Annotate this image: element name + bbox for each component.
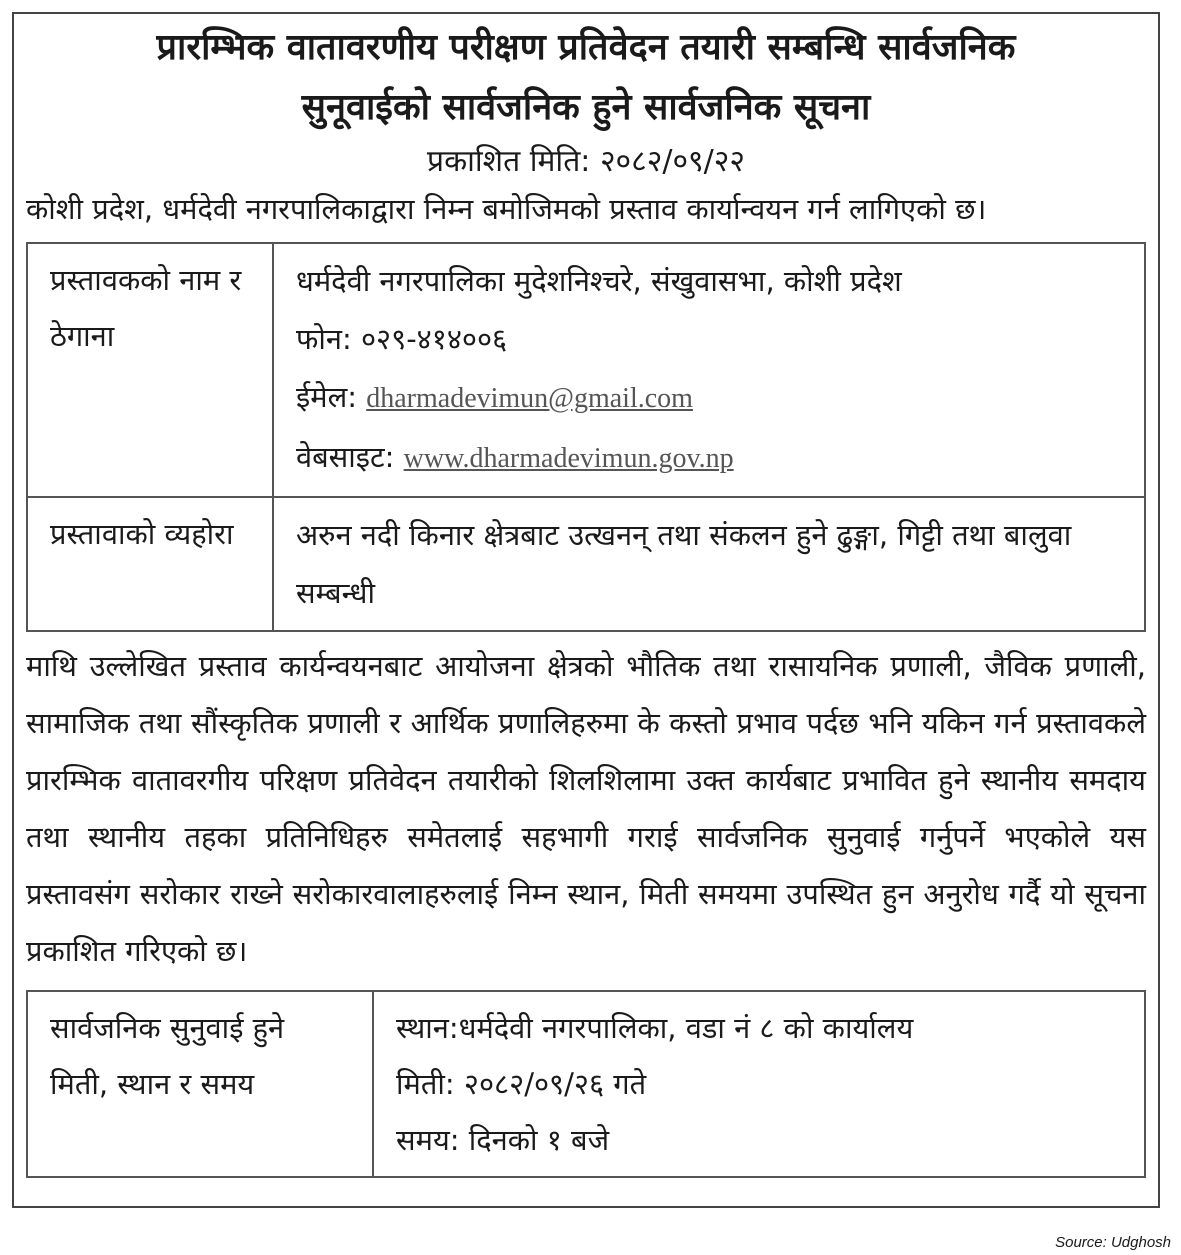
intro-paragraph: कोशी प्रदेश, धर्मदेवी नगरपालिकाद्वारा निम्न बमोजिमको प्रस्ताव कार्यान्वयन गर्न लागिएको छ।: [26, 192, 987, 226]
source-credit: Source: Udghosh: [1055, 1234, 1171, 1251]
hearing-details: [373, 991, 1145, 1177]
proposer-phone: फोन: ०२९-४१४००६: [296, 322, 508, 356]
published-date: प्रकाशित मिति: २०८२/०९/२२: [427, 144, 745, 179]
proposal-subject: अरुन नदी किनार क्षेत्रबाट उत्खनन् तथा संकलन हुने ढुङ्गा, गिट्टी तथा बालुवा सम्बन्धी: [273, 497, 1145, 631]
email-label: ईमेल:: [296, 380, 358, 414]
notice-title-line1: प्रारम्भिक वातावरणीय परीक्षण प्रतिवेदन तयारी सम्बन्धि सार्वजनिक: [156, 27, 1016, 68]
email-link[interactable]: dharmadevimun@gmail.com: [366, 383, 693, 414]
website-link[interactable]: www.dharmadevimun.gov.np: [403, 443, 734, 474]
hearing-date: मिती: २०८२/०९/२६ गते: [396, 1067, 647, 1101]
notice-box: [12, 12, 1160, 1208]
proposer-details: [273, 243, 1145, 497]
hearing-label: सार्वजनिक सुनुवाई हुने मिती, स्थान र समय: [27, 991, 373, 1177]
hearing-table: [26, 990, 1146, 1178]
proposal-table: [26, 242, 1146, 632]
hearing-time: समय: दिनको १ बजे: [396, 1123, 610, 1157]
table-row: [27, 991, 1145, 1177]
proposal-subject-label: प्रस्तावाको व्यहोरा: [27, 497, 273, 631]
table-row: [27, 243, 1145, 497]
hearing-place: स्थान:धर्मदेवी नगरपालिका, वडा नं ८ को कार्यालय: [396, 1011, 914, 1045]
notice-title-line2: सुनूवाईको सार्वजनिक हुने सार्वजनिक सूचना: [301, 87, 871, 128]
proposer-label: प्रस्तावकको नाम र ठेगाना: [27, 243, 273, 497]
website-label: वेबसाइट:: [296, 440, 395, 474]
body-paragraph: माथि उल्लेखित प्रस्ताव कार्यन्वयनबाट आयोजना क्षेत्रको भौतिक तथा रासायनिक प्रणाली, जैविक प्रणाली, सामाजिक तथा सौंस्कृतिक प्रणाली र आर्थिक प्रणालिहरुमा के कस्तो प्रभाव पर्दछ भनि यकिन गर्न प्रस्तावकले प्रारम्भिक वातावरगीय परिक्षण प्रतिवेदन तयारीको शिलशिलामा उक्त कार्यबाट प्रभावित हुने स्थानीय समदाय तथा स्थानीय तहका प्रतिनिधिहरु समेतलाई सहभागी गराई सार्वजनिक सुनुवाई गर्नुपर्ने भएकोले यस प्रस्तावसंग सरोकार राख्ने सरोकारवालाहरुलाई निम्न स्थान, मिती समयमा उपस्थित हुन अनुरोध गर्दै यो सूचना प्रकाशित गरिएको छ।: [26, 649, 1146, 968]
proposer-address: धर्मदेवी नगरपालिका मुदेशनिश्चरे, संखुवासभा, कोशी प्रदेश: [296, 264, 902, 298]
table-row: [27, 497, 1145, 631]
